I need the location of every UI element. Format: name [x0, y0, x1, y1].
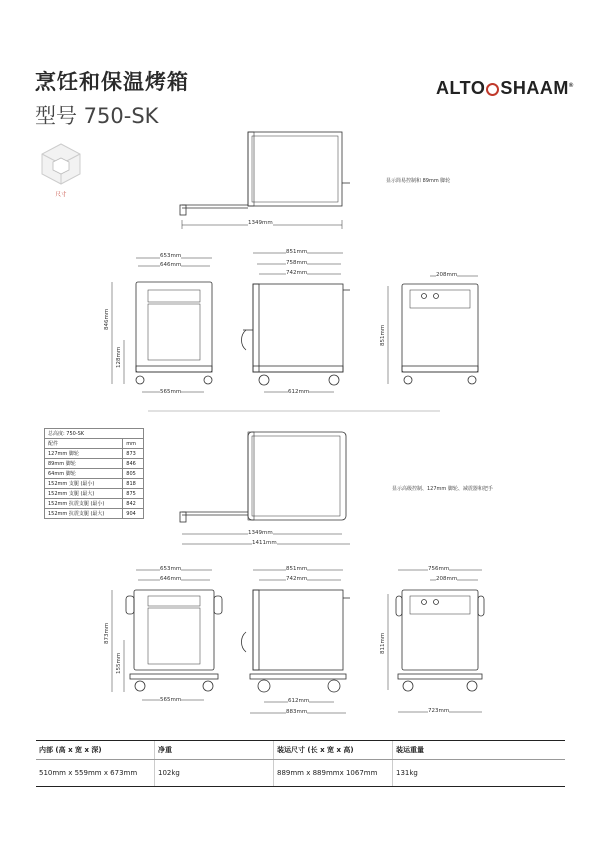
side-view-bottom: [242, 570, 351, 713]
model-number: 型号 750-SK: [35, 104, 159, 128]
config-cell: 127mm 脚轮: [45, 449, 123, 459]
rear-view-bottom: [388, 570, 484, 712]
spec-cell: 510mm x 559mm x 673mm: [36, 760, 155, 787]
dim-side-base: 612mm: [288, 389, 310, 395]
dim-front-w2-b: 646mm: [160, 576, 182, 582]
config-cell: 64mm 脚轮: [45, 469, 123, 479]
config-cell: 152mm 支腿 (最小): [45, 479, 123, 489]
note-bottom: 显示高级控制、127mm 脚轮、减震器和把手: [392, 486, 493, 492]
top-plan-view-bottom: [180, 432, 350, 544]
config-header: mm: [123, 439, 144, 449]
brand-left: ALTO: [436, 78, 486, 98]
rear-view-top: [388, 276, 478, 384]
note-top: 显示简易控制和 89mm 脚轮: [386, 178, 451, 184]
dim-overall-top: 1349mm: [248, 220, 273, 226]
config-title: 总高度: 750-SK: [45, 429, 144, 439]
spec-cell: 131kg: [393, 760, 566, 787]
dim-rear-w2-b: 208mm: [436, 576, 458, 582]
dim-side-w2: 758mm: [286, 260, 308, 266]
dim-rear-h-b: 811mm: [380, 632, 386, 654]
config-cell: 152mm 抗震支腿 (最小): [45, 499, 123, 509]
config-cell: 846: [123, 459, 144, 469]
brand-right: SHAAM: [500, 78, 569, 98]
spec-header: 装运重量: [393, 741, 566, 760]
dim-side-base2-b: 883mm: [286, 709, 308, 715]
dim-front-low-b: 155mm: [116, 652, 122, 674]
config-cell: 152mm 支腿 (最大): [45, 489, 123, 499]
dim-front-w1: 653mm: [160, 253, 182, 259]
dim-front-base: 565mm: [160, 389, 182, 395]
dim-front-h: 846mm: [104, 308, 110, 330]
front-view-bottom: [112, 570, 222, 700]
dim-rear-h: 851mm: [380, 324, 386, 346]
dim-rear-w1-b: 756mm: [428, 566, 450, 572]
dimension-label: 尺寸: [55, 192, 67, 198]
dim-overall1-bottom: 1349mm: [248, 530, 273, 536]
dim-rear-base-b: 723mm: [428, 708, 450, 714]
page-title: 烹饪和保温烤箱: [35, 70, 189, 94]
spec-table: [36, 740, 565, 787]
dim-front-base-b: 565mm: [160, 697, 182, 703]
config-cell: 152mm 抗震支腿 (最大): [45, 509, 123, 519]
config-cell: 873: [123, 449, 144, 459]
spec-header: 内部 (高 x 宽 x 深): [36, 741, 155, 760]
dim-front-w2: 646mm: [160, 262, 182, 268]
spec-cell: 102kg: [155, 760, 274, 787]
top-plan-view: [180, 132, 350, 229]
dim-front-w1-b: 653mm: [160, 566, 182, 572]
front-view-top: [112, 258, 212, 392]
config-cell: 805: [123, 469, 144, 479]
config-cell: 842: [123, 499, 144, 509]
spec-cell: 889mm x 889mmx 1067mm: [274, 760, 393, 787]
dim-front-low: 128mm: [116, 346, 122, 368]
config-cell: 89mm 脚轮: [45, 459, 123, 469]
dim-side-w3: 742mm: [286, 270, 308, 276]
config-cell: 875: [123, 489, 144, 499]
dim-front-h-b: 873mm: [104, 622, 110, 644]
spec-header: 装运尺寸 (长 x 宽 x 高): [274, 741, 393, 760]
dim-rear-w: 208mm: [436, 272, 458, 278]
spec-header: 净重: [155, 741, 274, 760]
config-table: [44, 428, 144, 519]
dim-overall2-bottom: 1411mm: [252, 540, 277, 546]
config-header: 配件: [45, 439, 123, 449]
dim-side-w1-b: 851mm: [286, 566, 308, 572]
dim-side-w1: 851mm: [286, 249, 308, 255]
dim-side-w2-b: 742mm: [286, 576, 308, 582]
config-cell: 904: [123, 509, 144, 519]
config-cell: 818: [123, 479, 144, 489]
brand-reg: ®: [568, 83, 574, 89]
dim-side-base1-b: 612mm: [288, 698, 310, 704]
